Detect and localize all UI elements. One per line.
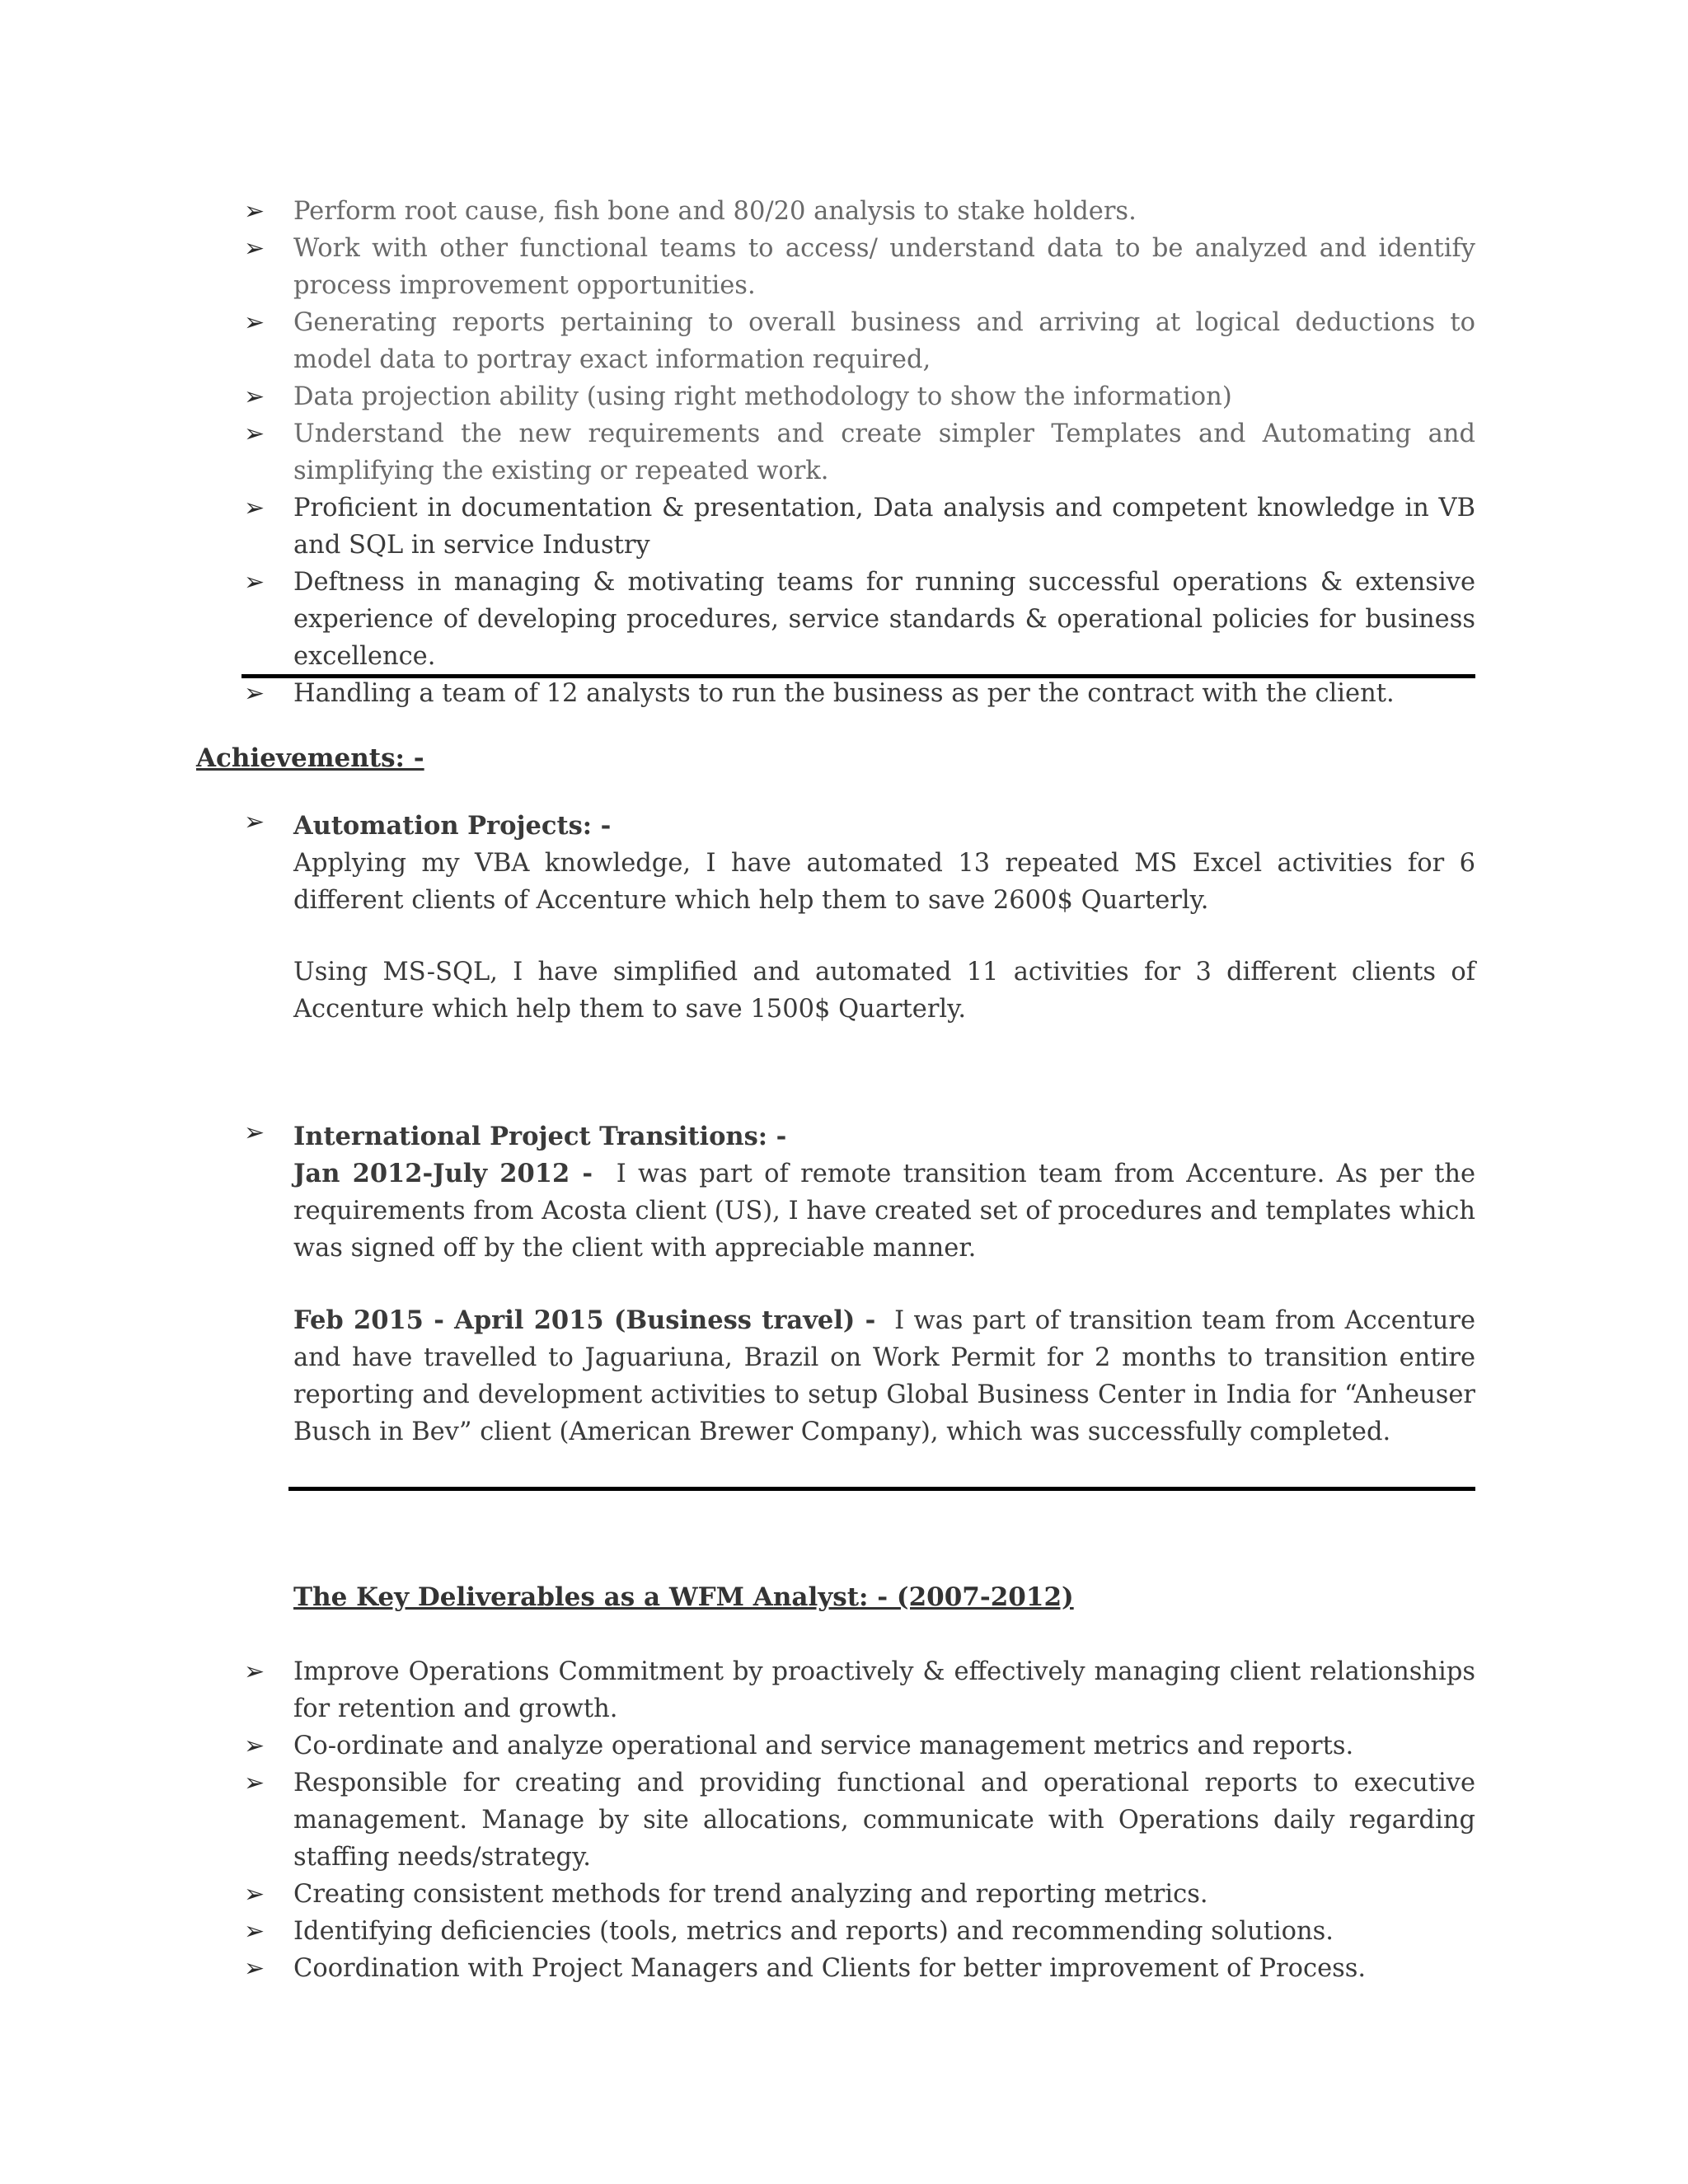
list-item [239, 1913, 1475, 1950]
arrow-bullet-icon: ➢ [244, 1769, 265, 1797]
list-item [239, 675, 1475, 712]
list-item-text: Deftness in managing & motivating teams for running successful operations & extensive experience of developing procedures, service standards & operational policies for business excellence. [293, 568, 1475, 671]
arrow-bullet-icon: ➢ [244, 382, 265, 411]
list-item-text: Understand the new requirements and create simpler Templates and Automating and simplifying the existing or repeated work. [293, 419, 1475, 485]
arrow-bullet-icon: ➢ [244, 234, 265, 263]
list-item-text: Work with other functional teams to access/ understand data to be analyzed and identify process improvement opportunities. [293, 234, 1475, 300]
list-item [239, 1653, 1475, 1727]
list-item [239, 415, 1475, 490]
arrow-bullet-icon: ➢ [244, 1954, 265, 1983]
list-item [239, 1727, 1475, 1765]
list-item-text: Identifying deficiencies (tools, metrics and reports) and recommending solutions. [293, 1917, 1334, 1946]
list-item-text: Creating consistent methods for trend analyzing and reporting metrics. [293, 1880, 1208, 1909]
list-item-text: Proficient in documentation & presentation, Data analysis and competent knowledge in VB and SQL in service Industry [293, 494, 1475, 560]
list-item [239, 378, 1475, 415]
list-item [239, 1950, 1475, 1987]
transition-paragraph-brazil [293, 1302, 1475, 1451]
arrow-bullet-icon: ➢ [244, 1732, 265, 1760]
responsibilities-list [239, 193, 1475, 712]
arrow-bullet-icon: ➢ [244, 1880, 265, 1909]
list-item [239, 490, 1475, 564]
list-item-text: Responsible for creating and providing functional and operational reports to executive management. Manage by site allocations, communicate with Operations daily regarding staffing needs/strategy. [293, 1769, 1475, 1872]
list-item-text: Co-ordinate and analyze operational and service management metrics and reports. [293, 1732, 1354, 1760]
arrow-bullet-icon: ➢ [244, 679, 265, 708]
list-item [239, 304, 1475, 378]
transitions-title: International Project Transitions: - [293, 1122, 787, 1151]
transition-description: I was part of remote transition team from Accenture. As per the requirements from Acosta client (US), I have created set of procedures and templates which was signed off by the client with appreciable manner. [293, 1160, 1476, 1263]
arrow-bullet-icon: ➢ [244, 1118, 265, 1147]
list-item-text: Coordination with Project Managers and Clients for better improvement of Process. [293, 1954, 1367, 1983]
arrow-bullet-icon: ➢ [244, 197, 265, 226]
arrow-bullet-icon: ➢ [244, 308, 265, 337]
transition-description: I was part of transition team from Accenture and have travelled to Jaguariuna, Brazil on Work Permit for 2 months to transition entire reporting and development activities to setup Global Business Center in India for “Anheuser Busch in Bev” client (American Brewer Company), which was successfully completed. [293, 1306, 1475, 1446]
arrow-bullet-icon: ➢ [244, 419, 265, 448]
list-item-text: Perform root cause, fish bone and 80/20 analysis to stake holders. [293, 197, 1137, 226]
list-item-text: Data projection ability (using right methodology to show the information) [293, 382, 1232, 411]
list-item [239, 1876, 1475, 1913]
automation-paragraph-sql: Using MS-SQL, I have simplified and automated 11 activities for 3 different clients of Accenture which help them to save 1500$ Quarterly. [293, 958, 1475, 1024]
arrow-bullet-icon: ➢ [244, 494, 265, 523]
transition-paragraph-acosta [293, 1155, 1475, 1267]
wfm-deliverables-list [239, 1653, 1475, 1987]
list-item [239, 564, 1475, 675]
wfm-deliverables-heading: The Key Deliverables as a WFM Analyst: - (2007-2012) [293, 1582, 1074, 1612]
achievements-heading: Achievements: - [196, 743, 424, 773]
arrow-bullet-icon: ➢ [244, 808, 265, 837]
arrow-bullet-icon: ➢ [244, 568, 265, 597]
list-item [239, 193, 1475, 230]
list-item-text: Generating reports pertaining to overall business and arriving at logical deductions to model data to portray exact information required, [293, 308, 1475, 374]
section-divider [288, 1487, 1475, 1491]
transition-dates: Feb 2015 - April 2015 (Business travel) - [293, 1305, 876, 1335]
list-item-text: Improve Operations Commitment by proactively & effectively managing client relationships for retention and growth. [293, 1657, 1475, 1723]
list-item [239, 1765, 1475, 1876]
automation-projects-title: Automation Projects: - [293, 811, 612, 841]
transition-dates: Jan 2012-July 2012 - [293, 1159, 593, 1188]
arrow-bullet-icon: ➢ [244, 1917, 265, 1946]
section-divider [241, 674, 1475, 678]
list-item [239, 230, 1475, 304]
automation-paragraph-vba: Applying my VBA knowledge, I have automated 13 repeated MS Excel activities for 6 different clients of Accenture which help them to save 2600$ Quarterly. [293, 849, 1475, 915]
arrow-bullet-icon: ➢ [244, 1657, 265, 1686]
list-item-text: Handling a team of 12 analysts to run the business as per the contract with the client. [293, 679, 1395, 708]
